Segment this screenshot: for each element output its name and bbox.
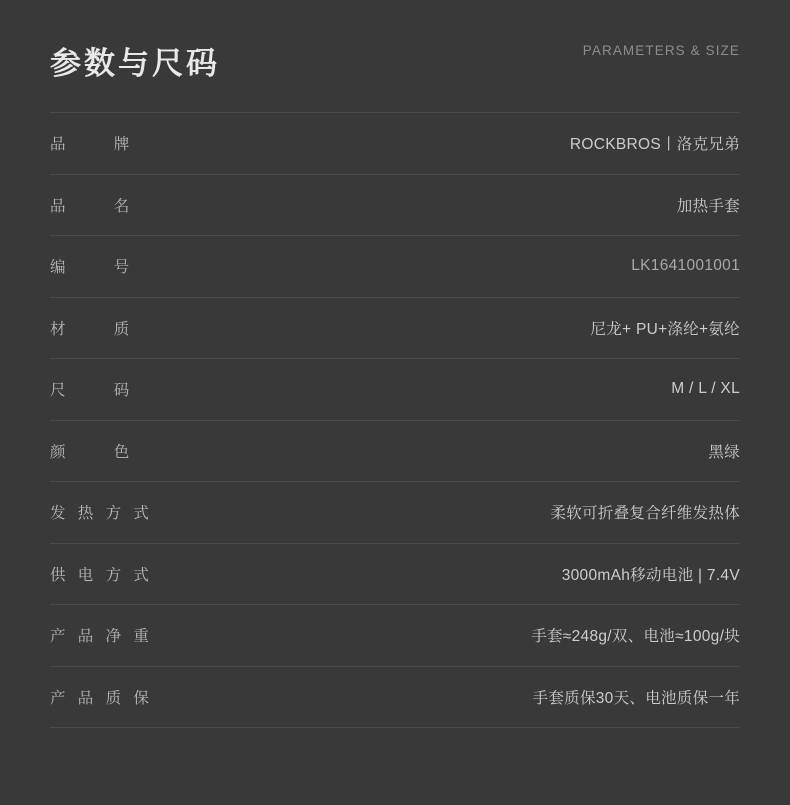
spec-label: 品 牌 <box>50 136 152 154</box>
table-row <box>50 236 740 298</box>
spec-value: M / L / XL <box>671 380 740 398</box>
spec-value: 尼龙+ PU+涤纶+氨纶 <box>590 320 740 338</box>
table-row <box>50 605 740 667</box>
table-row <box>50 359 740 421</box>
table-row <box>50 667 740 729</box>
table-row <box>50 421 740 483</box>
table-row <box>50 298 740 360</box>
table-row <box>50 544 740 606</box>
spec-value: 手套质保30天、电池质保一年 <box>532 689 740 707</box>
table-row <box>50 175 740 237</box>
table-row <box>50 113 740 175</box>
spec-label: 产 品 质 保 <box>50 689 153 707</box>
spec-label: 颜 色 <box>50 443 152 461</box>
spec-label: 材 质 <box>50 320 152 338</box>
spec-value: 加热手套 <box>676 197 740 215</box>
spec-value: LK1641001001 <box>631 257 740 275</box>
page-subtitle: PARAMETERS & SIZE <box>582 43 740 58</box>
spec-label: 品 名 <box>50 197 152 215</box>
spec-label: 产 品 净 重 <box>50 628 153 646</box>
spec-label: 尺 码 <box>50 382 152 400</box>
page-title: 参数与尺码 <box>50 46 220 81</box>
table-row <box>50 482 740 544</box>
spec-value: ROCKBROS丨洛克兄弟 <box>569 136 740 154</box>
spec-label: 供 电 方 式 <box>50 566 153 584</box>
spec-value: 3000mAh移动电池 | 7.4V <box>561 566 740 584</box>
spec-value: 柔软可折叠复合纤维发热体 <box>550 505 740 523</box>
spec-label: 编 号 <box>50 259 152 277</box>
specification-table <box>50 112 740 728</box>
spec-label: 发 热 方 式 <box>50 505 153 523</box>
spec-value: 黑绿 <box>708 443 740 461</box>
page-header <box>0 0 790 112</box>
spec-value: 手套≈248g/双、电池≈100g/块 <box>531 628 740 646</box>
